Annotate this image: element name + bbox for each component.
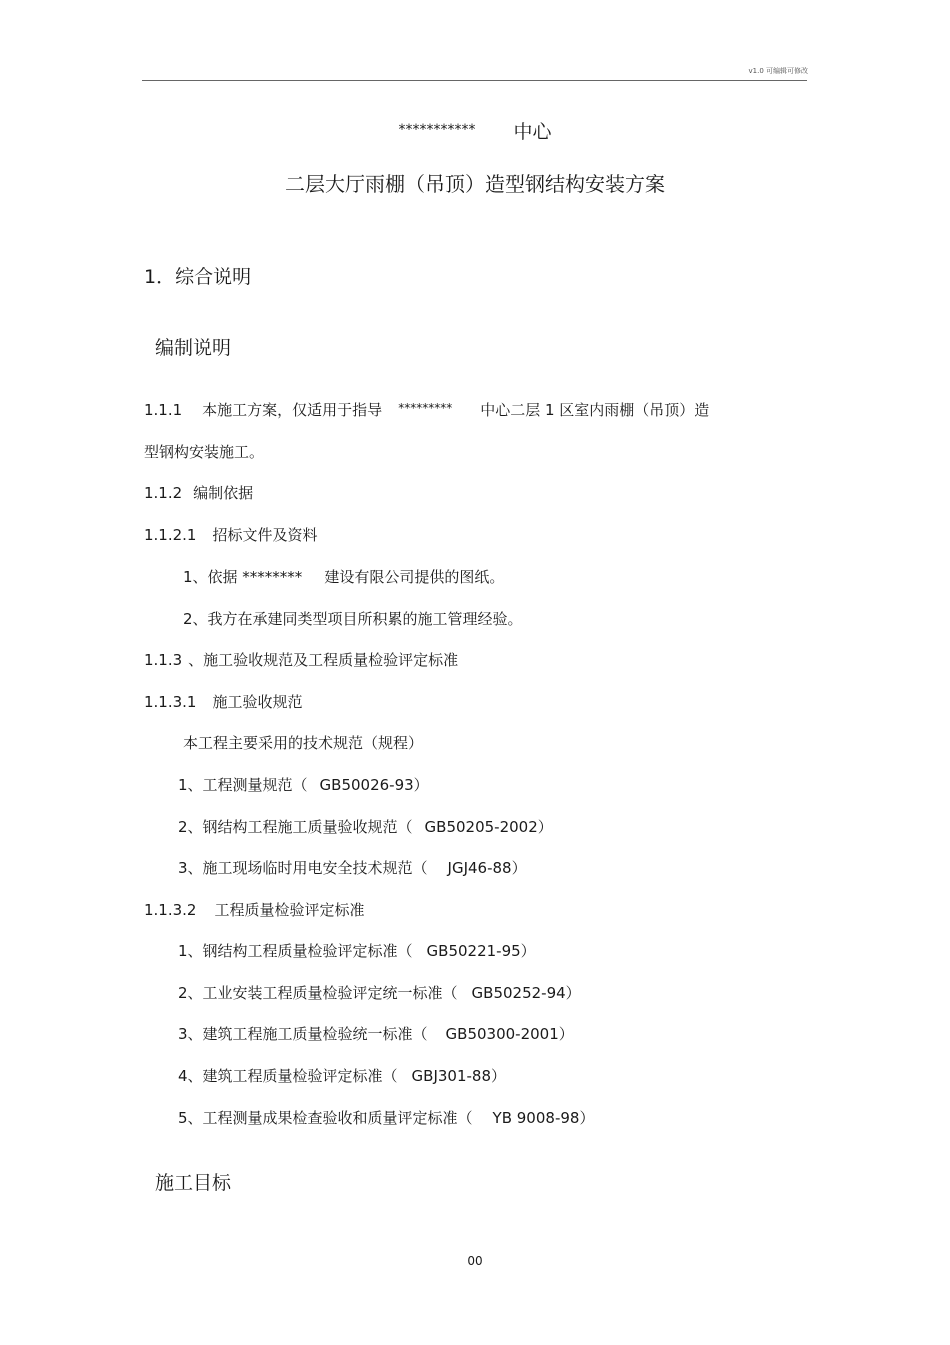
subsection-goal-heading: 施工目标 [155, 1172, 232, 1194]
list-item-text: 3、施工现场临时用电安全技术规范（ [178, 859, 428, 877]
section-1-heading: 1．综合说明 [144, 266, 252, 288]
standard-item [178, 1066, 506, 1086]
para-1-1-1-line2: 型钢构安装施工。 [144, 443, 265, 461]
para-1-1-1-line1 [144, 400, 709, 421]
standard-code: GB50026-93） [319, 776, 429, 794]
list-item-text: 3、建筑工程施工质量检验统一标准（ [178, 1025, 428, 1043]
clause-1-1-3-2 [144, 900, 365, 920]
clause-text: 工程质量检验评定标准 [214, 901, 365, 919]
clause-number: 1.1.2 [144, 484, 183, 502]
clause-1-1-2-1 [144, 525, 318, 545]
list-item-text: 2、钢结构工程施工质量验收规范（ [178, 818, 413, 836]
standard-code: GB50221-95） [426, 942, 536, 960]
standard-item [178, 1108, 594, 1128]
list-item-text: 4、建筑工程质量检验评定标准（ [178, 1067, 398, 1085]
spec-item [178, 858, 527, 878]
list-item-text: 1、依据 ******** [183, 568, 303, 586]
basis-item-1 [183, 567, 504, 587]
title-center: 中心 [513, 121, 552, 143]
doc-title-line1 [0, 117, 950, 144]
standard-code: GB50300-2001） [445, 1025, 574, 1043]
standard-code: YB 9008-98） [492, 1109, 595, 1127]
clause-text: 施工验收规范 [212, 693, 303, 711]
spec-item [178, 817, 553, 837]
clause-number: 1.1.1 [144, 401, 183, 419]
clause-number: 1.1.2.1 [144, 526, 197, 544]
clause-text: 本施工方案，仅适用于指导 [202, 401, 383, 419]
page-number: 00 [467, 1254, 483, 1268]
list-item-text: 5、工程测量成果检查验收和质量评定标准（ [178, 1109, 473, 1127]
list-item-text: 1、钢结构工程质量检验评定标准（ [178, 942, 413, 960]
clause-text: 招标文件及资料 [212, 526, 318, 544]
clause-text: 编制依据 [193, 484, 254, 502]
standard-code: GBJ301-88） [411, 1067, 507, 1085]
clause-number: 1.1.3.1 [144, 693, 197, 711]
clause-1-1-2 [144, 483, 253, 503]
clause-1-1-3 [144, 650, 458, 670]
standard-item [178, 1024, 574, 1044]
redacted-name: ********* [398, 401, 453, 415]
header-rule [142, 80, 807, 81]
standard-item [178, 983, 581, 1003]
basis-item-2: 2、我方在承建同类型项目所积累的施工管理经验。 [183, 610, 523, 628]
doc-title-main: 二层大厅雨棚（吊顶）造型钢结构安装方案 [285, 172, 665, 196]
list-item-text: 2、工业安装工程质量检验评定统一标准（ [178, 984, 458, 1002]
clause-number: 1.1.3.2 [144, 901, 197, 919]
clause-number: 1.1.3 [144, 651, 183, 669]
standard-code: GB50205-2002） [424, 818, 553, 836]
clause-1-1-3-1 [144, 692, 303, 712]
specs-intro: 本工程主要采用的技术规范（规程） [183, 734, 424, 752]
header-version-note: v1.0 可编辑可修改 [748, 67, 808, 75]
list-item-text: 1、工程测量规范（ [178, 776, 308, 794]
standard-code: GB50252-94） [471, 984, 581, 1002]
clause-text: 、施工验收规范及工程质量检验评定标准 [188, 651, 459, 669]
title-redacted-name: *********** [398, 122, 476, 138]
standard-item [178, 941, 536, 961]
clause-text: 中心二层 1 区室内雨棚（吊顶）造 [480, 401, 710, 419]
spec-item [178, 775, 429, 795]
standard-code: JGJ46-88） [447, 859, 527, 877]
list-item-text: 建设有限公司提供的图纸。 [324, 568, 505, 586]
subsection-edit-heading: 编制说明 [155, 337, 232, 359]
